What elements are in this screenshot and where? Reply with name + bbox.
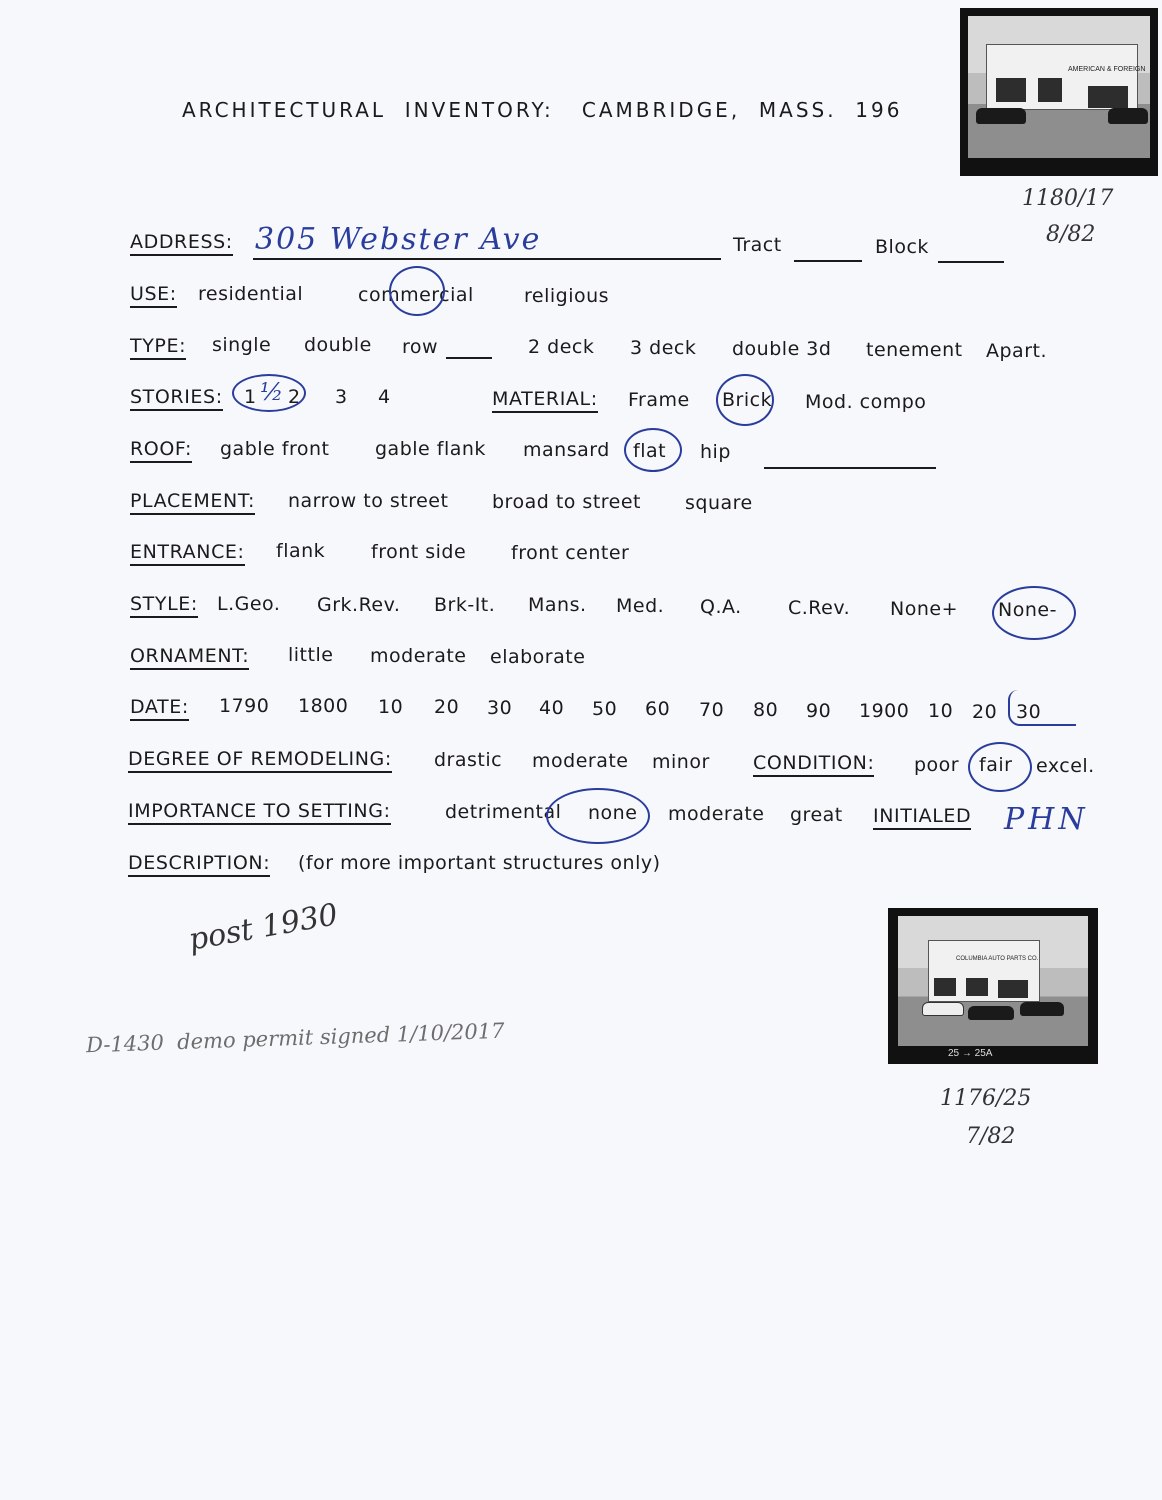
initialed-label: INITIALED bbox=[873, 805, 971, 830]
style-label: STYLE: bbox=[130, 593, 198, 618]
condition-option-fair: fair bbox=[979, 754, 1013, 776]
type-option-3-deck: 3 deck bbox=[630, 337, 697, 359]
address-label: ADDRESS: bbox=[130, 231, 233, 256]
style-option-mans: Mans. bbox=[528, 594, 587, 616]
type-option-tenement: tenement bbox=[866, 339, 963, 361]
date-selection-bracket bbox=[1008, 690, 1076, 726]
ornament-option-moderate: moderate bbox=[370, 645, 467, 667]
date-option: 90 bbox=[806, 700, 832, 722]
photo-bottom-ref-number: 1176/25 bbox=[940, 1086, 1032, 1111]
type-option-single: single bbox=[212, 334, 272, 356]
photo-frame-number: 25 → 25A bbox=[948, 1048, 993, 1059]
stories-label: STORIES: bbox=[130, 386, 223, 411]
date-option: 60 bbox=[645, 698, 671, 720]
address-line bbox=[253, 258, 721, 260]
remodeling-option-minor: minor bbox=[652, 751, 710, 773]
description-label: DESCRIPTION: bbox=[128, 852, 270, 877]
date-option: 30 bbox=[487, 697, 513, 719]
date-option: 70 bbox=[699, 699, 725, 721]
block-label: Block bbox=[875, 236, 929, 258]
note-demo-permit: D-1430 demo permit signed 1/10/2017 bbox=[85, 1018, 505, 1058]
building-photo-top bbox=[960, 8, 1158, 176]
roof-label: ROOF: bbox=[130, 438, 192, 463]
date-label: DATE: bbox=[130, 696, 189, 721]
date-option: 1790 bbox=[219, 695, 270, 717]
condition-selection-circle bbox=[968, 742, 1032, 792]
entrance-option-flank: flank bbox=[276, 540, 326, 562]
style-option-med: Med. bbox=[616, 595, 665, 617]
roof-option-gable-flank: gable flank bbox=[375, 438, 486, 460]
ornament-option-little: little bbox=[288, 644, 334, 666]
placement-option-square: square bbox=[685, 492, 753, 514]
roof-option-gable-front: gable front bbox=[220, 438, 330, 460]
use-label: USE: bbox=[130, 283, 177, 308]
style-option-l-geo: L.Geo. bbox=[217, 593, 281, 615]
address-value: 305 Webster Ave bbox=[255, 222, 542, 257]
style-selection-circle bbox=[992, 586, 1076, 640]
type-row-line bbox=[446, 357, 492, 359]
entrance-option-front-side: front side bbox=[371, 541, 467, 563]
placement-label: PLACEMENT: bbox=[130, 490, 255, 515]
condition-option-poor: poor bbox=[914, 754, 960, 776]
type-option-apart: Apart. bbox=[986, 340, 1048, 362]
photo-top-ref-number: 1180/17 bbox=[1022, 186, 1114, 211]
block-line bbox=[938, 261, 1004, 263]
remodeling-option-moderate: moderate bbox=[532, 750, 629, 772]
type-option-double: double bbox=[304, 334, 372, 356]
style-option-c-rev: C.Rev. bbox=[788, 597, 851, 619]
placement-option-narrow: narrow to street bbox=[288, 490, 449, 512]
style-option-brk-it: Brk-It. bbox=[434, 594, 496, 616]
date-option: 20 bbox=[972, 701, 998, 723]
form-title: ARCHITECTURAL INVENTORY: CAMBRIDGE, MASS. 196 bbox=[182, 98, 903, 122]
date-option-selected: 30 bbox=[1016, 701, 1042, 723]
use-selection-circle bbox=[389, 266, 445, 316]
roof-selection-circle bbox=[624, 428, 682, 472]
condition-option-excel: excel. bbox=[1036, 755, 1095, 777]
importance-option-detrimental: detrimental bbox=[445, 801, 562, 823]
importance-option-none: none bbox=[588, 802, 638, 824]
note-post-1930: post 1930 bbox=[186, 897, 341, 958]
style-option-grk-rev: Grk.Rev. bbox=[317, 594, 401, 616]
use-option-commercial: commercial bbox=[358, 284, 474, 306]
importance-selection-circle bbox=[546, 788, 650, 844]
date-option: 1900 bbox=[859, 700, 910, 722]
stories-selection-circle bbox=[232, 374, 306, 412]
description-note: (for more important structures only) bbox=[298, 852, 661, 874]
use-option-religious: religious bbox=[524, 285, 610, 307]
photo-top-ref-date: 8/82 bbox=[1046, 222, 1096, 247]
tract-line bbox=[794, 260, 862, 262]
roof-option-flat: flat bbox=[633, 440, 667, 462]
type-option-2-deck: 2 deck bbox=[528, 336, 595, 358]
importance-option-moderate: moderate bbox=[668, 803, 765, 825]
date-option: 80 bbox=[753, 699, 779, 721]
condition-label: CONDITION: bbox=[753, 752, 874, 777]
stories-option-3: 3 bbox=[335, 386, 348, 408]
remodeling-label: DEGREE OF REMODELING: bbox=[128, 748, 392, 773]
date-option: 1800 bbox=[298, 695, 349, 717]
material-option-brick: Brick bbox=[722, 389, 773, 411]
building-photo-bottom bbox=[888, 908, 1098, 1064]
photo-bottom-ref-date: 7/82 bbox=[966, 1124, 1016, 1149]
stories-option-2: 2 bbox=[288, 386, 301, 408]
placement-option-broad: broad to street bbox=[492, 491, 642, 513]
roof-option-mansard: mansard bbox=[523, 439, 610, 461]
importance-label: IMPORTANCE TO SETTING: bbox=[128, 800, 391, 825]
style-option-none-minus: None- bbox=[998, 599, 1057, 621]
style-option-qa: Q.A. bbox=[700, 596, 742, 618]
roof-other-line bbox=[764, 467, 936, 469]
date-option: 10 bbox=[378, 696, 404, 718]
roof-option-hip: hip bbox=[700, 441, 731, 463]
type-label: TYPE: bbox=[130, 335, 186, 360]
use-option-residential: residential bbox=[198, 283, 304, 305]
material-option-frame: Frame bbox=[628, 389, 690, 411]
entrance-option-front-center: front center bbox=[511, 542, 630, 564]
initialed-value: PHN bbox=[1004, 802, 1089, 837]
style-option-none-plus: None+ bbox=[890, 598, 958, 620]
date-option: 20 bbox=[434, 696, 460, 718]
type-option-row: row bbox=[402, 336, 439, 358]
material-option-mod-compo: Mod. compo bbox=[805, 391, 927, 413]
ornament-label: ORNAMENT: bbox=[130, 645, 249, 670]
date-option: 50 bbox=[592, 698, 618, 720]
tract-label: Tract bbox=[733, 234, 782, 256]
type-option-double-3d: double 3d bbox=[732, 338, 832, 360]
material-label: MATERIAL: bbox=[492, 388, 598, 413]
remodeling-option-drastic: drastic bbox=[434, 749, 503, 771]
date-option: 40 bbox=[539, 697, 565, 719]
stories-option-4: 4 bbox=[378, 386, 391, 408]
stories-option-1: 1 bbox=[244, 386, 257, 408]
photo-sign: COLUMBIA AUTO PARTS CO. bbox=[956, 956, 1039, 962]
date-option: 10 bbox=[928, 700, 954, 722]
photo-sign: AMERICAN & FOREIGN bbox=[1068, 66, 1146, 73]
ornament-option-elaborate: elaborate bbox=[490, 646, 586, 668]
stories-half-mark: ½ bbox=[260, 378, 284, 406]
entrance-label: ENTRANCE: bbox=[130, 541, 245, 566]
material-selection-circle bbox=[716, 374, 774, 426]
importance-option-great: great bbox=[790, 804, 843, 826]
